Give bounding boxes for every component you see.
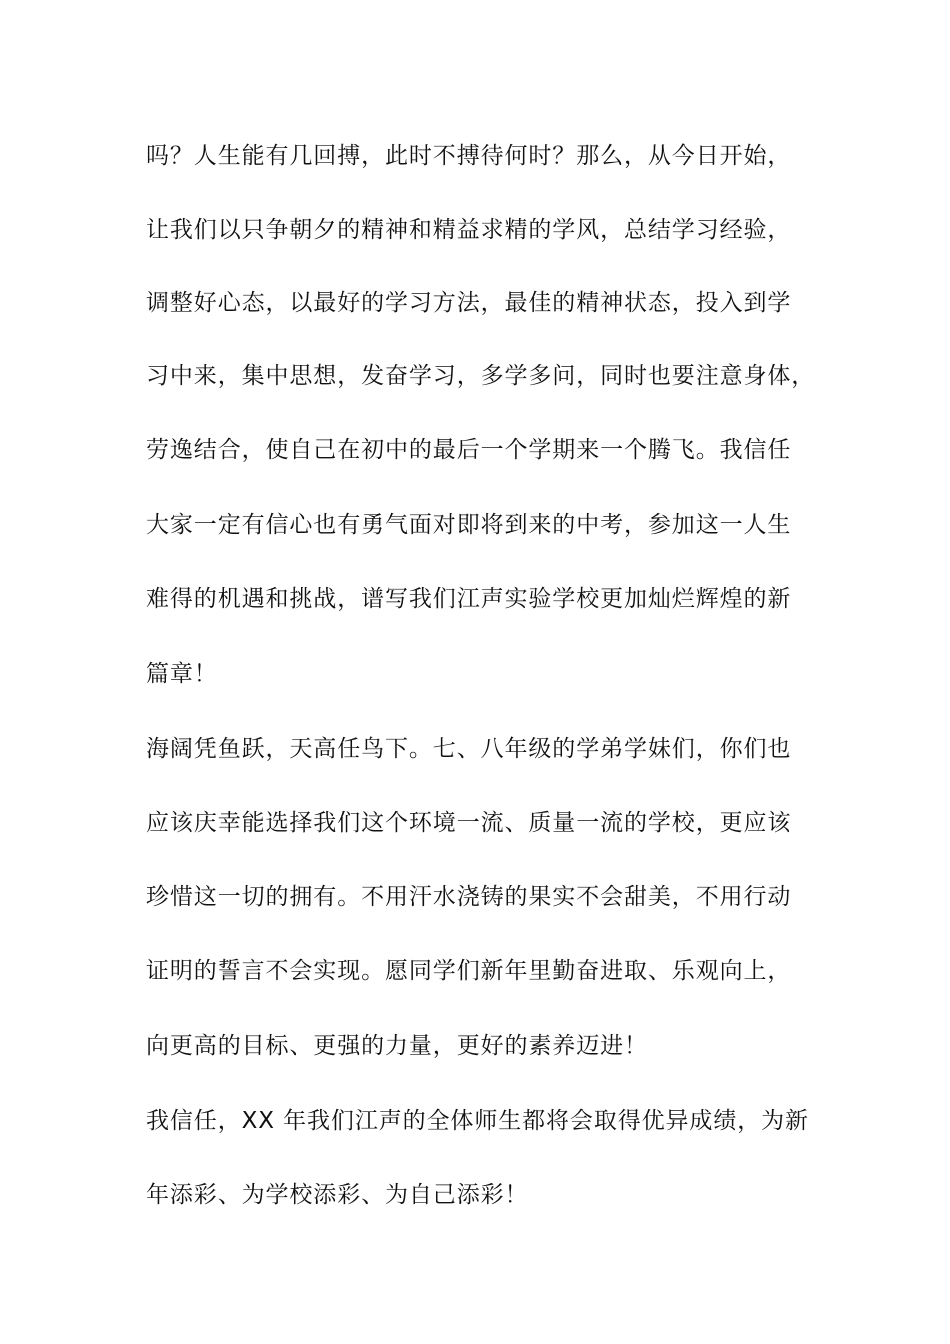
text-line-10: 应该庆幸能选择我们这个环境一流、质量一流的学校，更应该: [146, 810, 792, 836]
text-line-13: 向更高的目标、更强的力量，更好的素养迈进！: [146, 1033, 648, 1059]
text-line-14: 我信任，XX 年我们江声的全体师生都将会取得优异成绩，为新: [146, 1108, 809, 1134]
text-line-4: 习中来，集中思想，发奋学习，多学多问，同时也要注意身体，: [146, 363, 816, 389]
text-line-3: 调整好心态，以最好的学习方法，最佳的精神状态，投入到学: [146, 290, 792, 316]
text-line-7: 难得的机遇和挑战，谱写我们江声实验学校更加灿烂辉煌的新: [146, 586, 792, 612]
text-line-9: 海阔凭鱼跃，天高任鸟下。七、八年级的学弟学妹们，你们也: [146, 736, 792, 762]
text-line-6: 大家一定有信心也有勇气面对即将到来的中考，参加这一人生: [146, 512, 792, 538]
text-line-11: 珍惜这一切的拥有。不用汗水浇铸的果实不会甜美，不用行动: [146, 884, 792, 910]
text-line-12: 证明的誓言不会实现。愿同学们新年里勤奋进取、乐观向上，: [146, 958, 792, 984]
text-line-8: 篇章！: [146, 661, 218, 687]
text-line-15: 年添彩、为学校添彩、为自己添彩！: [146, 1182, 529, 1208]
text-line-1: 吗？人生能有几回搏，此时不搏待何时？那么，从今日开始，: [146, 143, 792, 169]
text-line-2: 让我们以只争朝夕的精神和精益求精的学风，总结学习经验，: [146, 217, 792, 243]
text-line-5: 劳逸结合，使自己在初中的最后一个学期来一个腾飞。我信任: [146, 437, 792, 463]
